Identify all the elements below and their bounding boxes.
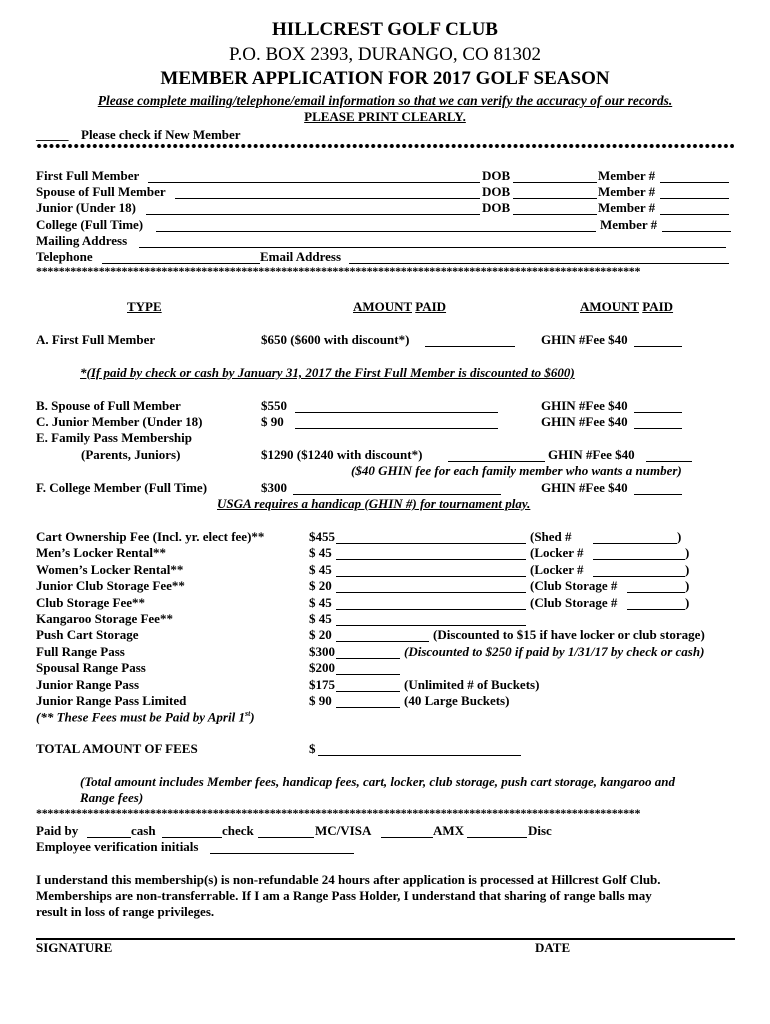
extra-fee-label: Spousal Range Pass — [36, 660, 146, 676]
total-includes-note-2: Range fees) — [80, 790, 144, 805]
dob-field[interactable] — [513, 198, 597, 199]
extra-fee-close-paren: ) — [677, 529, 682, 544]
extra-fee-note: (Club Storage # — [530, 578, 618, 594]
extra-fee-label: Junior Range Pass — [36, 676, 140, 692]
deadline-note — [36, 709, 255, 725]
star-divider-2: ********************************************************************************************************** — [36, 806, 641, 820]
telephone-label: Telephone — [36, 249, 93, 264]
cash-label: cash — [131, 823, 156, 838]
first-full-member-label: First Full Member — [36, 168, 140, 183]
extra-fee-amount: $ 45 — [309, 594, 332, 610]
print-clearly: PLEASE PRINT CLEARLY. — [304, 109, 466, 124]
extra-fee-note: (Discounted to $250 if paid by 1/31/17 by check or cash) — [404, 643, 705, 659]
extra-fee-note: (Locker # — [530, 545, 584, 561]
college-amount: $300 — [261, 480, 287, 495]
mcvisa-label: MC/VISA — [315, 823, 372, 838]
agreement-line-3: result in loss of range privileges. — [36, 904, 215, 919]
cash-checkbox[interactable] — [87, 837, 131, 838]
deadline-sup: st — [244, 709, 251, 718]
extra-fee-number-field[interactable] — [593, 543, 677, 544]
junior-amount: $ 90 — [261, 414, 284, 429]
paid-by-label: Paid by — [36, 823, 79, 838]
extra-fee-paid-field[interactable] — [336, 592, 526, 593]
family-sub: (Parents, Juniors) — [81, 447, 181, 462]
total-label: TOTAL AMOUNT OF FEES — [36, 741, 198, 756]
extra-fee-amount: $ 90 — [309, 693, 332, 708]
member-no-label: Member # — [598, 200, 656, 215]
amx-checkbox[interactable] — [381, 837, 433, 838]
college-type: F. College Member (Full Time) — [36, 480, 208, 495]
ghin-fee: GHIN #Fee $40 — [541, 480, 628, 495]
extra-fee-label: Full Range Pass — [36, 643, 125, 659]
amount-paid-header-2 — [580, 299, 673, 315]
employee-initials-field[interactable] — [210, 853, 354, 854]
extra-fee-paid-field[interactable] — [336, 543, 526, 544]
extra-fee-amount: $ 20 — [309, 627, 332, 643]
family-ghin-field[interactable] — [646, 461, 692, 462]
family-ghin-fee: GHIN #Fee $40 — [548, 447, 635, 462]
extra-fee-paid-field[interactable] — [336, 625, 526, 626]
new-member-checkbox[interactable]: _____ — [36, 127, 69, 142]
ghin-fee: GHIN #Fee $40 — [541, 398, 628, 413]
ghin-fee-field[interactable] — [634, 494, 682, 495]
paid-word: PAID — [415, 299, 447, 314]
family-amount: $1290 ($1240 with discount*) — [261, 447, 423, 462]
mailing-label: Mailing Address — [36, 233, 128, 248]
extra-fee-paid-field[interactable] — [336, 691, 400, 692]
paid-word: PAID — [642, 299, 674, 314]
junior-paid-field[interactable] — [295, 428, 498, 429]
extra-fee-label: Men’s Locker Rental** — [36, 545, 166, 561]
spouse-type: B. Spouse of Full Member — [36, 398, 181, 413]
email-label: Email Address — [260, 249, 342, 264]
first-full-member-type: A. First Full Member — [36, 332, 156, 347]
extra-fee-amount: $ 20 — [309, 578, 332, 594]
amount-word: AMOUNT — [580, 299, 639, 314]
club-address: P.O. BOX 2393, DURANGO, CO 81302 — [229, 44, 541, 65]
member-no-label: Member # — [600, 217, 658, 232]
member-no-label: Member # — [598, 168, 656, 183]
extra-fee-close-paren: ) — [685, 594, 690, 610]
extra-fee-close-paren: ) — [685, 578, 690, 594]
extra-fee-label: Cart Ownership Fee (Incl. yr. elect fee)** — [36, 529, 265, 544]
extra-fee-paid-field[interactable] — [336, 641, 429, 642]
total-includes-note: (Total amount includes Member fees, handicap fees, cart, locker, club storage, push cart storage, kangaroo and — [80, 774, 676, 789]
extra-fee-label: Junior Club Storage Fee** — [36, 578, 185, 594]
first-full-member-paid-field[interactable] — [425, 346, 515, 347]
spouse-amount: $550 — [261, 398, 287, 413]
dob-label: DOB — [482, 168, 511, 183]
spouse-paid-field[interactable] — [295, 412, 498, 413]
junior-type: C. Junior Member (Under 18) — [36, 414, 203, 429]
extra-fee-number-field[interactable] — [593, 576, 685, 577]
extra-fee-close-paren: ) — [685, 545, 690, 561]
discount-note: *(If paid by check or cash by January 31, 2017 the First Full Member is discounted to $600) — [80, 365, 575, 380]
extra-fee-number-field[interactable] — [627, 592, 685, 593]
dob-label: DOB — [482, 200, 511, 215]
college-label: College (Full Time) — [36, 217, 144, 232]
extra-fee-paid-field[interactable] — [336, 576, 526, 577]
disc-checkbox[interactable] — [467, 837, 527, 838]
extra-fee-note: (Locker # — [530, 561, 584, 577]
first-full-member-field[interactable] — [148, 182, 480, 183]
new-member-label: Please check if New Member — [81, 127, 241, 142]
extra-fee-amount: $ 45 — [309, 545, 332, 561]
extra-fee-paid-field[interactable] — [336, 559, 526, 560]
ghin-fee-field[interactable] — [634, 428, 682, 429]
extra-fee-amount: $300 — [309, 643, 335, 659]
mailing-field[interactable] — [139, 247, 726, 248]
extra-fee-amount: $ 45 — [309, 611, 332, 626]
member-no-field[interactable] — [662, 231, 731, 232]
disc-label: Disc — [528, 823, 552, 838]
extra-fee-label: Push Cart Storage — [36, 627, 139, 643]
check-label: check — [222, 823, 254, 838]
member-no-field[interactable] — [660, 214, 729, 215]
dob-field[interactable] — [513, 214, 597, 215]
member-no-label: Member # — [598, 184, 656, 199]
total-field[interactable] — [318, 755, 521, 756]
extra-fee-paid-field[interactable] — [336, 707, 400, 708]
ghin-fee: GHIN #Fee $40 — [541, 332, 628, 347]
extra-fee-number-field[interactable] — [593, 559, 685, 560]
extra-fee-label: Women’s Locker Rental** — [36, 561, 184, 577]
extra-fee-amount: $ 45 — [309, 561, 332, 577]
type-header: TYPE — [127, 299, 162, 314]
first-full-member-amount: $650 ($600 with discount*) — [261, 332, 410, 347]
signature-line[interactable] — [36, 938, 735, 940]
extra-fee-paid-field[interactable] — [336, 658, 400, 659]
instructions: Please complete mailing/telephone/email information so that we can verify the accuracy of our records. — [97, 93, 673, 108]
junior-label: Junior (Under 18) — [36, 200, 136, 215]
ghin-fee-field[interactable] — [634, 412, 682, 413]
extra-fee-label: Kangaroo Storage Fee** — [36, 611, 173, 626]
extra-fee-number-field[interactable] — [627, 609, 685, 610]
extra-fee-close-paren: ) — [685, 561, 690, 577]
college-field[interactable] — [156, 231, 596, 232]
date-label: DATE — [535, 940, 571, 955]
spouse-label: Spouse of Full Member — [36, 184, 166, 199]
page-title: MEMBER APPLICATION FOR 2017 GOLF SEASON — [160, 68, 610, 89]
amx-label: AMX — [433, 823, 465, 838]
junior-field[interactable] — [146, 214, 480, 215]
usga-note: USGA requires a handicap (GHIN #) for tournament play. — [217, 496, 531, 511]
extra-fee-note: (Club Storage # — [530, 594, 618, 610]
extra-fee-note: (Unlimited # of Buckets) — [404, 676, 540, 692]
dob-field[interactable] — [513, 182, 597, 183]
family-ghin-note: ($40 GHIN fee for each family member who wants a number) — [351, 463, 682, 478]
extra-fee-note: (Discounted to $15 if have locker or club storage) — [433, 627, 705, 643]
ghin-fee-field[interactable] — [634, 346, 682, 347]
extra-fee-paid-field[interactable] — [336, 609, 526, 610]
family-type: E. Family Pass Membership — [36, 430, 192, 445]
extra-fee-note: (40 Large Buckets) — [404, 693, 510, 708]
dob-label: DOB — [482, 184, 511, 199]
signature-label: SIGNATURE — [36, 940, 113, 955]
member-no-field[interactable] — [660, 198, 729, 199]
amount-word: AMOUNT — [353, 299, 412, 314]
employee-initials-label: Employee verification initials — [36, 839, 199, 854]
extra-fee-note: (Shed # — [530, 529, 572, 544]
family-paid-field[interactable] — [448, 461, 545, 462]
mcvisa-checkbox[interactable] — [258, 837, 314, 838]
extra-fee-paid-field[interactable] — [336, 674, 400, 675]
member-no-field[interactable] — [660, 182, 729, 183]
ghin-fee: GHIN #Fee $40 — [541, 414, 628, 429]
club-name: HILLCREST GOLF CLUB — [272, 19, 498, 40]
deadline-text: (** These Fees must be Paid by April 1 — [36, 709, 245, 725]
college-paid-field[interactable] — [293, 494, 501, 495]
check-checkbox[interactable] — [162, 837, 222, 838]
amount-paid-header — [353, 299, 446, 315]
dotted-divider — [36, 143, 734, 149]
total-currency: $ — [309, 741, 316, 756]
agreement-line-2: Memberships are non-transferrable. If I am a Range Pass Holder, I understand that sharing of range balls may — [36, 888, 652, 903]
extra-fee-label: Club Storage Fee** — [36, 594, 146, 610]
star-divider: ********************************************************************************************************** — [36, 264, 641, 278]
extra-fee-label: Junior Range Pass Limited — [36, 693, 187, 708]
spouse-field[interactable] — [175, 198, 480, 199]
extra-fee-amount: $200 — [309, 660, 335, 676]
deadline-close: ) — [250, 709, 255, 725]
agreement-line-1: I understand this membership(s) is non-refundable 24 hours after application is processed at Hillcrest Golf Club. — [36, 872, 661, 887]
extra-fee-amount: $455 — [309, 529, 335, 544]
extra-fee-amount: $175 — [309, 676, 335, 692]
